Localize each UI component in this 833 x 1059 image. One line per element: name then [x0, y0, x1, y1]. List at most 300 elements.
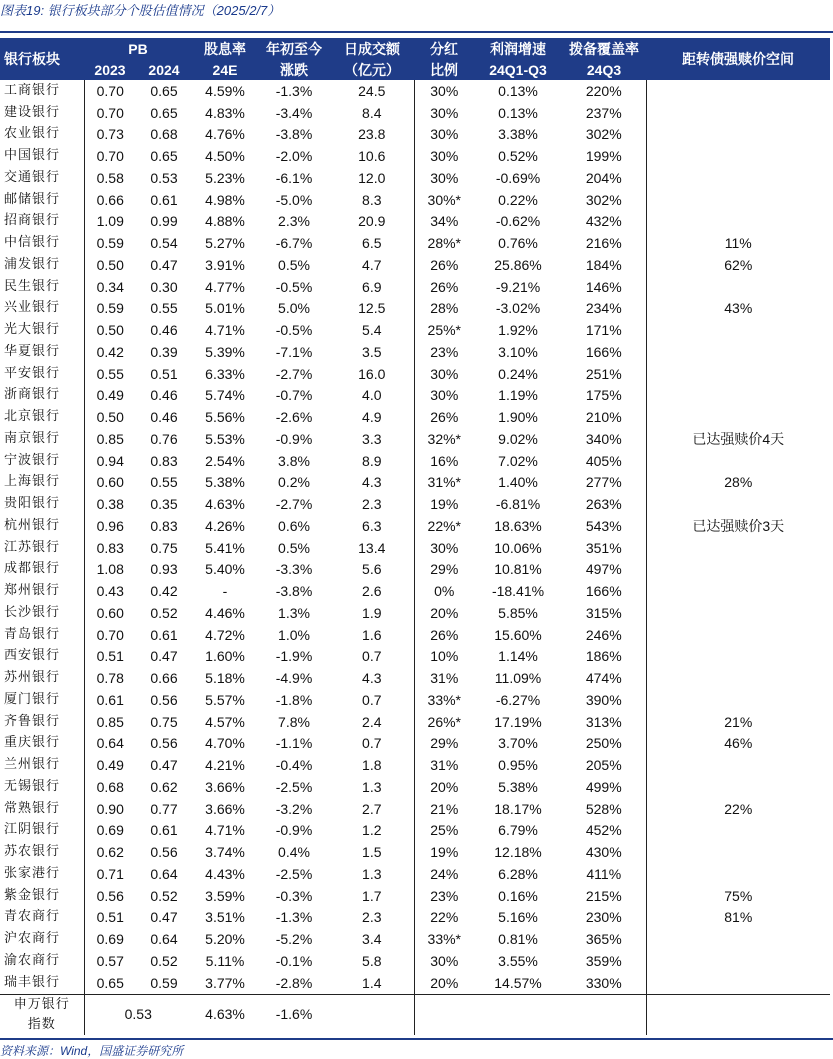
header-bank: 银行板块 [0, 38, 84, 80]
profit-growth: -0.62% [495, 213, 541, 230]
daily-turnover: 1.2 [362, 822, 382, 839]
pb-2024: 0.75 [150, 539, 178, 556]
profit-growth: 0.16% [498, 887, 538, 904]
provision-coverage: 199% [585, 148, 622, 165]
provision-coverage: 302% [585, 191, 622, 208]
profit-growth: 0.22% [498, 191, 538, 208]
profit-growth: 25.86% [494, 256, 542, 273]
conversion-space [646, 450, 830, 472]
dividend-yield: 4.63% [205, 496, 245, 513]
dividend-yield: 4.98% [205, 191, 245, 208]
daily-turnover: 2.4 [362, 713, 382, 730]
dividend-yield: 3.66% [205, 778, 245, 795]
provision-coverage: 313% [585, 713, 622, 730]
table-row [0, 559, 830, 581]
provision-coverage: 430% [585, 844, 622, 861]
pb-2023: 0.60 [96, 474, 124, 491]
pb-2023: 0.71 [96, 865, 124, 882]
ytd-change: 1.0% [278, 626, 310, 643]
provision-coverage: 166% [585, 583, 622, 600]
provision-coverage: 359% [585, 952, 622, 969]
dividend-yield: 4.83% [205, 104, 245, 121]
payout-ratio: 33%* [414, 928, 474, 950]
profit-growth: 18.63% [494, 517, 542, 534]
bank-name: 苏农银行 [0, 841, 84, 863]
dividend-yield: 5.53% [205, 430, 245, 447]
conversion-space [646, 841, 830, 863]
provision-coverage: 234% [585, 300, 622, 317]
profit-growth: 3.38% [498, 126, 538, 143]
pb-2024: 0.39 [150, 343, 178, 360]
profit-growth: 0.81% [498, 931, 538, 948]
conversion-space [646, 776, 830, 798]
table-row [0, 363, 830, 385]
ytd-change: -3.4% [275, 104, 313, 121]
conversion-space [646, 863, 830, 885]
provision-coverage: 250% [585, 735, 622, 752]
pb-2023: 0.49 [96, 387, 124, 404]
summary-name-2: 指数 [0, 1015, 84, 1035]
provision-coverage: 246% [585, 626, 622, 643]
ytd-change: 3.8% [278, 452, 310, 469]
table-row [0, 406, 830, 428]
profit-growth: 0.52% [498, 148, 538, 165]
summary-vol [330, 994, 414, 1035]
profit-growth: 6.79% [498, 822, 538, 839]
profit-growth: 5.16% [498, 909, 538, 926]
pb-2024: 0.46 [150, 409, 178, 426]
daily-turnover: 24.5 [358, 82, 386, 99]
ytd-change: 1.3% [278, 604, 310, 621]
table-row [0, 776, 830, 798]
daily-turnover: 0.7 [362, 648, 382, 665]
pb-2024: 0.52 [150, 887, 178, 904]
ytd-change: 0.5% [278, 256, 310, 273]
dividend-yield: 5.40% [205, 561, 245, 578]
daily-turnover: 3.5 [362, 343, 382, 360]
conversion-space [646, 189, 830, 211]
payout-ratio: 16% [414, 450, 474, 472]
bank-name: 杭州银行 [0, 515, 84, 537]
dividend-yield: 1.60% [205, 648, 245, 665]
provision-coverage: 146% [585, 278, 622, 295]
pb-2024: 0.65 [150, 82, 178, 99]
pb-2024: 0.30 [150, 278, 178, 295]
pb-2023: 0.59 [96, 235, 124, 252]
dividend-yield: 4.50% [205, 148, 245, 165]
profit-growth: -6.27% [495, 691, 541, 708]
table-row [0, 211, 830, 233]
dividend-yield: 2.54% [205, 452, 245, 469]
pb-2023: 0.66 [96, 191, 124, 208]
profit-growth: -0.69% [495, 169, 541, 186]
header-conversion: 距转债强赎价空间 [646, 38, 830, 80]
conversion-space [646, 537, 830, 559]
header-profit-sub: 24Q1-Q3 [474, 59, 562, 80]
pb-2023: 0.50 [96, 322, 124, 339]
payout-ratio: 22%* [414, 515, 474, 537]
table-row [0, 646, 830, 668]
pb-2023: 0.64 [96, 735, 124, 752]
summary-profit [474, 994, 562, 1035]
table-row [0, 385, 830, 407]
pb-2024: 0.56 [150, 735, 178, 752]
payout-ratio: 10% [414, 646, 474, 668]
pb-2024: 0.62 [150, 778, 178, 795]
bank-name: 贵阳银行 [0, 493, 84, 515]
profit-growth: 7.02% [498, 452, 538, 469]
table-row [0, 276, 830, 298]
pb-2023: 0.83 [96, 539, 124, 556]
pb-2024: 0.77 [150, 800, 178, 817]
dividend-yield: 5.41% [205, 539, 245, 556]
summary-name: 申万银行 [0, 994, 84, 1015]
table-row [0, 341, 830, 363]
ytd-change: -3.8% [275, 583, 313, 600]
dividend-yield: 5.38% [205, 474, 245, 491]
pb-2023: 0.78 [96, 670, 124, 687]
payout-ratio: 20% [414, 776, 474, 798]
title-rule [0, 31, 833, 33]
dividend-yield: 4.21% [205, 757, 245, 774]
pb-2024: 0.65 [150, 148, 178, 165]
summary-div: 4.63% [205, 1006, 245, 1022]
dividend-yield: 5.20% [205, 931, 245, 948]
conversion-space [646, 363, 830, 385]
provision-coverage: 175% [585, 387, 622, 404]
pb-2024: 0.56 [150, 844, 178, 861]
bank-name: 江阴银行 [0, 820, 84, 842]
bank-name: 北京银行 [0, 406, 84, 428]
summary-pb: 0.53 [124, 1006, 152, 1022]
ytd-change: -4.9% [275, 670, 313, 687]
dividend-yield: 5.57% [205, 691, 245, 708]
pb-2023: 0.38 [96, 496, 124, 513]
pb-2024: 0.54 [150, 235, 178, 252]
ytd-change: -0.7% [275, 387, 313, 404]
daily-turnover: 0.7 [362, 691, 382, 708]
conversion-space [646, 493, 830, 515]
provision-coverage: 499% [585, 778, 622, 795]
bank-name: 江苏银行 [0, 537, 84, 559]
daily-turnover: 4.9 [362, 409, 382, 426]
header-div-sub: 24E [192, 59, 258, 80]
ytd-change: -5.2% [275, 931, 313, 948]
pb-2024: 0.51 [150, 365, 178, 382]
ytd-change: -6.7% [275, 235, 313, 252]
ytd-change: -0.1% [275, 952, 313, 969]
dividend-yield: 5.11% [205, 952, 245, 969]
payout-ratio: 29% [414, 733, 474, 755]
profit-growth: 10.81% [494, 561, 542, 578]
pb-2023: 0.42 [96, 343, 124, 360]
bank-name: 张家港行 [0, 863, 84, 885]
bank-name: 上海银行 [0, 472, 84, 494]
bank-name: 平安银行 [0, 363, 84, 385]
pb-2024: 0.47 [150, 909, 178, 926]
daily-turnover: 4.7 [362, 256, 382, 273]
table-row [0, 515, 830, 537]
pb-2024: 0.46 [150, 322, 178, 339]
pb-2024: 0.55 [150, 300, 178, 317]
profit-growth: -18.41% [491, 583, 545, 600]
daily-turnover: 2.6 [362, 583, 382, 600]
pb-2024: 0.42 [150, 583, 178, 600]
payout-ratio: 30% [414, 124, 474, 146]
bank-name: 南京银行 [0, 428, 84, 450]
ytd-change: 2.3% [278, 213, 310, 230]
header-profit: 利润增速 [474, 38, 562, 59]
bank-name: 无锡银行 [0, 776, 84, 798]
daily-turnover: 13.4 [358, 539, 386, 556]
pb-2024: 0.35 [150, 496, 178, 513]
daily-turnover: 23.8 [358, 126, 386, 143]
profit-growth: 14.57% [474, 972, 562, 994]
bank-name: 青农商行 [0, 907, 84, 929]
bank-name: 青岛银行 [0, 624, 84, 646]
payout-ratio: 19% [414, 841, 474, 863]
profit-growth: 6.28% [498, 865, 538, 882]
conversion-space: 已达强赎价4天 [646, 428, 830, 450]
dividend-yield: 4.76% [205, 126, 245, 143]
ytd-change: 0.2% [278, 474, 310, 491]
pb-2024: 0.56 [150, 691, 178, 708]
provision-coverage: 340% [585, 430, 622, 447]
table-row [0, 689, 830, 711]
bank-name: 农业银行 [0, 124, 84, 146]
provision-coverage: 263% [585, 496, 622, 513]
table-row [0, 428, 830, 450]
pb-2024: 0.52 [150, 604, 178, 621]
daily-turnover: 6.3 [362, 517, 382, 534]
ytd-change: -0.5% [275, 278, 313, 295]
ytd-change: 0.6% [278, 517, 310, 534]
conversion-space [646, 667, 830, 689]
dividend-yield: 4.71% [205, 322, 245, 339]
payout-ratio: 31%* [414, 472, 474, 494]
dividend-yield: - [222, 583, 228, 600]
conversion-space [646, 689, 830, 711]
table-row [0, 972, 830, 994]
dividend-yield: 4.57% [205, 713, 245, 730]
ytd-change: -2.0% [275, 148, 313, 165]
provision-coverage: 405% [585, 452, 622, 469]
ytd-change: -3.3% [275, 561, 313, 578]
dividend-yield: 5.27% [205, 235, 245, 252]
daily-turnover: 4.0 [362, 387, 382, 404]
payout-ratio: 33%* [414, 689, 474, 711]
dividend-yield: 3.74% [205, 844, 245, 861]
daily-turnover: 5.4 [362, 322, 382, 339]
summary-row [0, 994, 830, 1015]
profit-growth: 0.76% [498, 235, 538, 252]
ytd-change: -2.5% [275, 865, 313, 882]
pb-2023: 1.08 [96, 561, 124, 578]
summary-payout [414, 994, 474, 1035]
table-row [0, 450, 830, 472]
profit-growth: -9.21% [495, 278, 541, 295]
conversion-space [646, 754, 830, 776]
provision-coverage: 452% [585, 822, 622, 839]
bank-name: 郑州银行 [0, 580, 84, 602]
ytd-change: -3.8% [275, 126, 313, 143]
dividend-yield: 3.77% [192, 972, 258, 994]
dividend-yield: 4.46% [205, 604, 245, 621]
header-pb-2024: 2024 [136, 59, 192, 80]
pb-2023: 0.57 [96, 952, 124, 969]
table-row [0, 167, 830, 189]
bank-name: 沪农商行 [0, 928, 84, 950]
profit-growth: 0.13% [498, 82, 538, 99]
table-row [0, 102, 830, 124]
dividend-yield: 4.70% [205, 735, 245, 752]
chart-title: 图表19: 银行板块部分个股估值情况（2025/2/7） [0, 3, 281, 18]
provision-coverage: 171% [585, 322, 622, 339]
bank-name: 苏州银行 [0, 667, 84, 689]
table-row [0, 472, 830, 494]
header-provision-sub: 24Q3 [562, 59, 646, 80]
conversion-space [646, 820, 830, 842]
ytd-change: -2.6% [275, 409, 313, 426]
provision-coverage: 166% [585, 343, 622, 360]
bank-name: 重庆银行 [0, 733, 84, 755]
daily-turnover: 6.9 [362, 278, 382, 295]
daily-turnover: 2.3 [362, 496, 382, 513]
conversion-space [646, 646, 830, 668]
valuation-table [0, 38, 830, 1035]
profit-growth: 0.95% [498, 757, 538, 774]
pb-2023: 0.34 [96, 278, 124, 295]
bank-name: 长沙银行 [0, 602, 84, 624]
payout-ratio: 30% [414, 145, 474, 167]
daily-turnover: 1.6 [362, 626, 382, 643]
provision-coverage: 277% [585, 474, 622, 491]
payout-ratio: 34% [414, 211, 474, 233]
pb-2023: 0.70 [96, 148, 124, 165]
header-ytd-sub: 涨跌 [258, 59, 330, 80]
provision-coverage: 351% [585, 539, 622, 556]
conversion-space [646, 319, 830, 341]
profit-growth: 15.60% [494, 626, 542, 643]
pb-2024: 0.61 [150, 191, 178, 208]
header-provision: 拨备覆盖率 [562, 38, 646, 59]
table-row [0, 124, 830, 146]
pb-2023: 0.50 [96, 256, 124, 273]
pb-2023: 0.62 [96, 844, 124, 861]
pb-2024: 0.59 [136, 972, 192, 994]
conversion-space [646, 559, 830, 581]
bank-name: 成都银行 [0, 559, 84, 581]
pb-2023: 0.60 [96, 604, 124, 621]
conversion-space [646, 385, 830, 407]
pb-2023: 0.70 [96, 626, 124, 643]
daily-turnover: 1.5 [362, 844, 382, 861]
pb-2023: 0.69 [96, 822, 124, 839]
pb-2024: 0.46 [150, 387, 178, 404]
profit-growth: 1.90% [498, 409, 538, 426]
dividend-yield: 4.77% [205, 278, 245, 295]
payout-ratio: 32%* [414, 428, 474, 450]
dividend-yield: 5.39% [205, 343, 245, 360]
payout-ratio: 21% [414, 798, 474, 820]
pb-2023: 0.43 [96, 583, 124, 600]
conversion-space [646, 276, 830, 298]
bottom-rule [0, 1038, 833, 1040]
profit-growth: 0.13% [498, 104, 538, 121]
daily-turnover: 1.8 [362, 757, 382, 774]
bank-name: 光大银行 [0, 319, 84, 341]
provision-coverage: 411% [586, 865, 622, 882]
pb-2023: 0.61 [96, 691, 124, 708]
pb-2023: 0.59 [96, 300, 124, 317]
table-row [0, 907, 830, 929]
dividend-yield: 3.51% [205, 909, 245, 926]
conversion-space [646, 80, 830, 102]
daily-turnover: 8.4 [362, 104, 382, 121]
bank-name: 邮储银行 [0, 189, 84, 211]
ytd-change: -2.5% [275, 778, 313, 795]
dividend-yield: 4.71% [205, 822, 245, 839]
ytd-change: -6.1% [275, 169, 313, 186]
daily-turnover: 16.0 [358, 365, 386, 382]
ytd-change: -7.1% [275, 343, 313, 360]
pb-2023: 0.58 [96, 169, 124, 186]
dividend-yield: 3.91% [205, 256, 245, 273]
dividend-yield: 5.74% [205, 387, 245, 404]
bank-name: 齐鲁银行 [0, 711, 84, 733]
pb-2023: 0.90 [96, 800, 124, 817]
table-row [0, 798, 830, 820]
header-ytd: 年初至今 [258, 38, 330, 59]
ytd-change: 7.8% [278, 713, 310, 730]
pb-2023: 0.51 [96, 909, 124, 926]
payout-ratio: 31% [414, 667, 474, 689]
dividend-yield: 6.33% [205, 365, 245, 382]
payout-ratio: 22% [414, 907, 474, 929]
payout-ratio: 28%* [414, 232, 474, 254]
pb-2023: 0.49 [96, 757, 124, 774]
payout-ratio: 0% [414, 580, 474, 602]
conversion-space [646, 602, 830, 624]
dividend-yield: 5.01% [205, 300, 245, 317]
provision-coverage: 215% [585, 887, 622, 904]
conversion-space [646, 124, 830, 146]
table-row [0, 841, 830, 863]
payout-ratio: 30%* [414, 189, 474, 211]
table-row [0, 624, 830, 646]
bank-name: 厦门银行 [0, 689, 84, 711]
provision-coverage: 216% [585, 235, 622, 252]
conversion-space [646, 580, 830, 602]
pb-2024: 0.64 [150, 865, 178, 882]
pb-2023: 0.70 [96, 82, 124, 99]
pb-2024: 0.55 [150, 474, 178, 491]
profit-growth: 18.17% [494, 800, 542, 817]
daily-turnover: 1.4 [330, 972, 414, 994]
bank-name: 紫金银行 [0, 885, 84, 907]
payout-ratio: 30% [414, 80, 474, 102]
pb-2024: 0.76 [150, 430, 178, 447]
dividend-yield: 4.88% [205, 213, 245, 230]
profit-growth: 11.09% [494, 670, 542, 687]
provision-coverage: 528% [585, 800, 622, 817]
pb-2024: 0.53 [150, 169, 178, 186]
payout-ratio: 30% [414, 537, 474, 559]
ytd-change: -2.8% [258, 972, 330, 994]
summary-ytd: -1.6% [275, 1006, 313, 1022]
ytd-change: 0.5% [278, 539, 310, 556]
table-row [0, 667, 830, 689]
